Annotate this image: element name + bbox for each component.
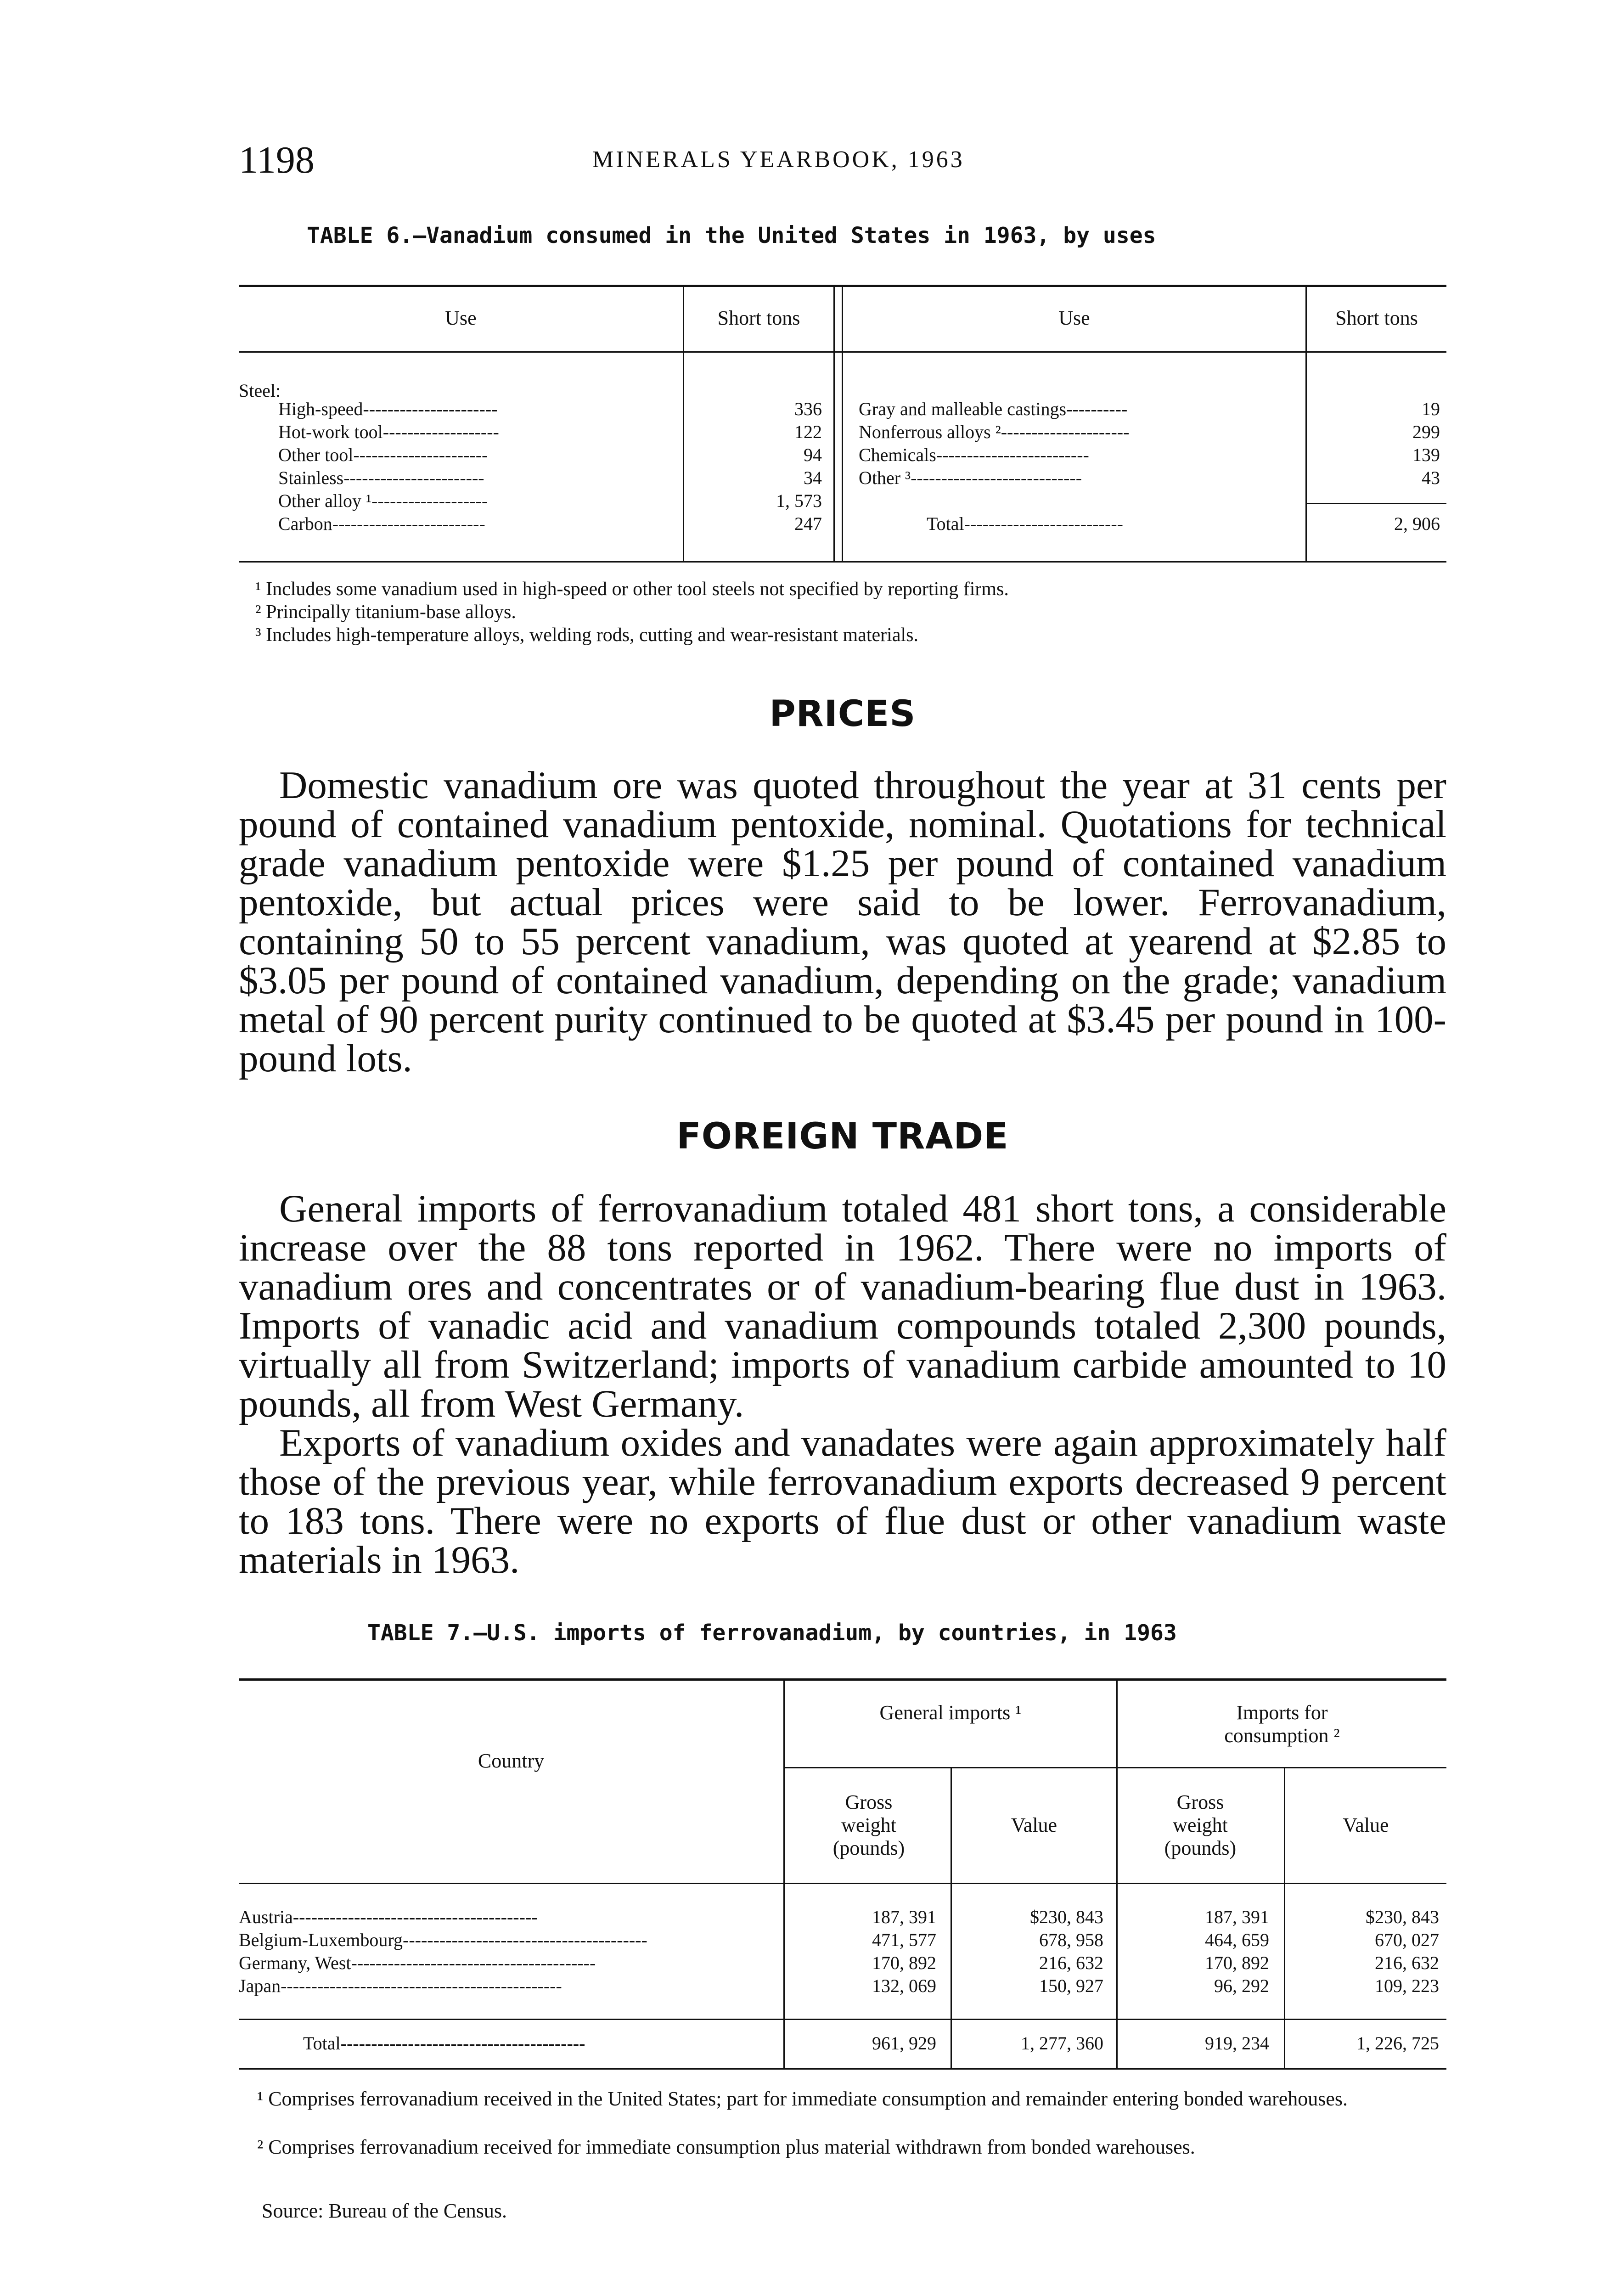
table-row: High-speed---------------------- (278, 399, 498, 419)
table7-cell: 132, 069 (872, 1975, 936, 1996)
table6-caption: TABLE 6.—Vanadium consumed in the United States in 1963, by uses (307, 223, 1156, 248)
table6-value: 43 (1422, 467, 1440, 488)
table7-cell: 216, 632 (1375, 1953, 1439, 1973)
table7-header-gross-weight: Gross weight (pounds) (832, 1791, 905, 1859)
table-row: Chemicals------------------------- (859, 445, 1089, 465)
table6-value: 336 (794, 399, 822, 419)
table7-total-row: Total---------------------------------------- (303, 2033, 585, 2054)
table7-cell: 678, 958 (1039, 1930, 1103, 1950)
table6-value: 247 (794, 513, 822, 534)
table7-cell: 187, 391 (872, 1907, 936, 1927)
table-row: Carbon------------------------- (278, 513, 485, 534)
table6-value: 139 (1412, 445, 1440, 465)
table-row: Other alloy ¹------------------- (278, 490, 488, 511)
table6-footnote: ² Principally titanium-base alloys. (255, 602, 516, 623)
table6-footnote: ¹ Includes some vanadium used in high-speed or other tool steels not specified by reporting firms. (255, 579, 1009, 600)
table7-header-imports-for-consumption: Imports for consumption ² (1224, 1701, 1340, 1747)
table7-cell: 109, 223 (1375, 1975, 1439, 1996)
table6-footnote: ³ Includes high-temperature alloys, welding rods, cutting and wear-resistant materials. (255, 625, 918, 646)
table7-cell: 187, 391 (1205, 1907, 1269, 1927)
table6-value: 19 (1422, 399, 1440, 419)
table-row: Other tool---------------------- (278, 445, 488, 465)
table-row: Gray and malleable castings---------- (859, 399, 1128, 419)
table7-total-cell: 919, 234 (1205, 2033, 1269, 2054)
table6-header-short-tons: Short tons (717, 307, 800, 329)
table7-header-rule (239, 1883, 1446, 1884)
table6-total-rule (1305, 503, 1446, 504)
prices-paragraph: Domestic vanadium ore was quoted throughout the year at 31 cents per pound of contained vanadium pentoxide, nominal. Quotations for technical grade vanadium pentoxide were $1.25 per pound of contained vanadium pentoxide, but actual prices were said to be lower. Ferrovanadium, containing 50 to 55 percent vanadium, was quoted at yearend at $2.85 to $3.05 per pound of contained vanadium, depending on the grade; vanadium metal of 90 percent purity continued to be quoted at $3.45 per pound in 100-pound lots. (239, 764, 1446, 1080)
page-number: 1198 (239, 139, 315, 181)
table7-cell: 464, 659 (1205, 1930, 1269, 1950)
table7-cell: $230, 843 (1366, 1907, 1439, 1927)
table6-divider (833, 287, 835, 561)
table-row: Hot-work tool------------------- (278, 422, 499, 442)
table7-source: Source: Bureau of the Census. (262, 2200, 507, 2222)
table7-group-rule (783, 1767, 1446, 1768)
table6-bottom-rule (239, 561, 1446, 563)
table-row: Germany, West---------------------------------------- (239, 1953, 596, 1973)
table-row: Belgium-Luxembourg---------------------------------------- (239, 1930, 647, 1950)
table7-cell: 670, 027 (1375, 1930, 1439, 1950)
table7-total-rule (239, 2019, 1446, 2020)
table7-header-value: Value (1011, 1814, 1057, 1836)
foreign-trade-body (239, 1189, 1446, 1580)
table-row: Other ³---------------------------- (859, 467, 1082, 488)
table7-bottom-rule (239, 2068, 1446, 2070)
table7-cell: 96, 292 (1214, 1975, 1269, 1996)
table7-header-value: Value (1343, 1814, 1389, 1836)
prices-body (239, 766, 1446, 1078)
table7-divider (783, 1681, 785, 2068)
table6-value: 34 (804, 467, 822, 488)
table6-value: 1, 573 (776, 490, 822, 511)
table7-cell: 150, 927 (1039, 1975, 1103, 1996)
table7-header-general-imports: General imports ¹ (879, 1701, 1022, 1724)
table7-total-cell: 1, 226, 725 (1356, 2033, 1439, 2054)
table7-header-gross-weight: Gross weight (pounds) (1164, 1791, 1237, 1859)
table6-header-short-tons: Short tons (1335, 307, 1418, 329)
table7-cell: $230, 843 (1030, 1907, 1103, 1927)
table-row: Austria---------------------------------------- (239, 1907, 538, 1927)
table7-cell: 471, 577 (872, 1930, 936, 1950)
foreign-trade-heading: FOREIGN TRADE (676, 1116, 1009, 1157)
table7-cell: 170, 892 (1205, 1953, 1269, 1973)
table7-cell: 216, 632 (1039, 1953, 1103, 1973)
table7-cell: 170, 892 (872, 1953, 936, 1973)
table6-group-label: Steel: (239, 380, 281, 401)
table7-footnote: ² Comprises ferrovanadium received for immediate consumption plus material withdrawn from bonded warehouses. (257, 2136, 1195, 2158)
table7-footnote: ¹ Comprises ferrovanadium received in the United States; part for immediate consumption and remainder entering bonded warehouses. (257, 2088, 1348, 2110)
table6-value: 299 (1412, 422, 1440, 442)
table6-total-row: Total-------------------------- (927, 513, 1123, 534)
table7-total-cell: 1, 277, 360 (1021, 2033, 1103, 2054)
table6-value: 122 (794, 422, 822, 442)
foreign-trade-paragraph: General imports of ferrovanadium totaled 481 short tons, a considerable increase over the 88 tons reported in 1962. There were no imports of vanadium ores and concentrates or of vanadium-bearing flue dust in 1963. Imports of vanadic acid and vanadium compounds totaled 2,300 pounds, virtually all from Switzerland; imports of vanadium carbide amounted to 10 pounds, all from West Germany. (239, 1187, 1446, 1425)
table6-header-use: Use (445, 307, 477, 329)
foreign-trade-paragraph: Exports of vanadium oxides and vanadates were again approximately half those of the previous year, while ferrovanadium exports decreased 9 percent to 183 tons. There were no exports of flue dust or other vanadium waste materials in 1963. (239, 1421, 1446, 1581)
table6-value: 94 (804, 445, 822, 465)
table7-caption: TABLE 7.—U.S. imports of ferrovanadium, by countries, in 1963 (367, 1620, 1177, 1646)
table-row: Japan---------------------------------------------- (239, 1975, 562, 1996)
table6-total-value: 2, 906 (1394, 513, 1440, 534)
table-row: Nonferrous alloys ²--------------------- (859, 422, 1130, 442)
table6-header-use: Use (1058, 307, 1090, 329)
prices-heading: PRICES (769, 693, 916, 735)
running-title: MINERALS YEARBOOK, 1963 (592, 146, 965, 173)
table7-top-rule (239, 1678, 1446, 1681)
table7-total-cell: 961, 929 (872, 2033, 936, 2054)
table-row: Stainless----------------------- (278, 467, 484, 488)
table7-header-country: Country (478, 1750, 545, 1772)
